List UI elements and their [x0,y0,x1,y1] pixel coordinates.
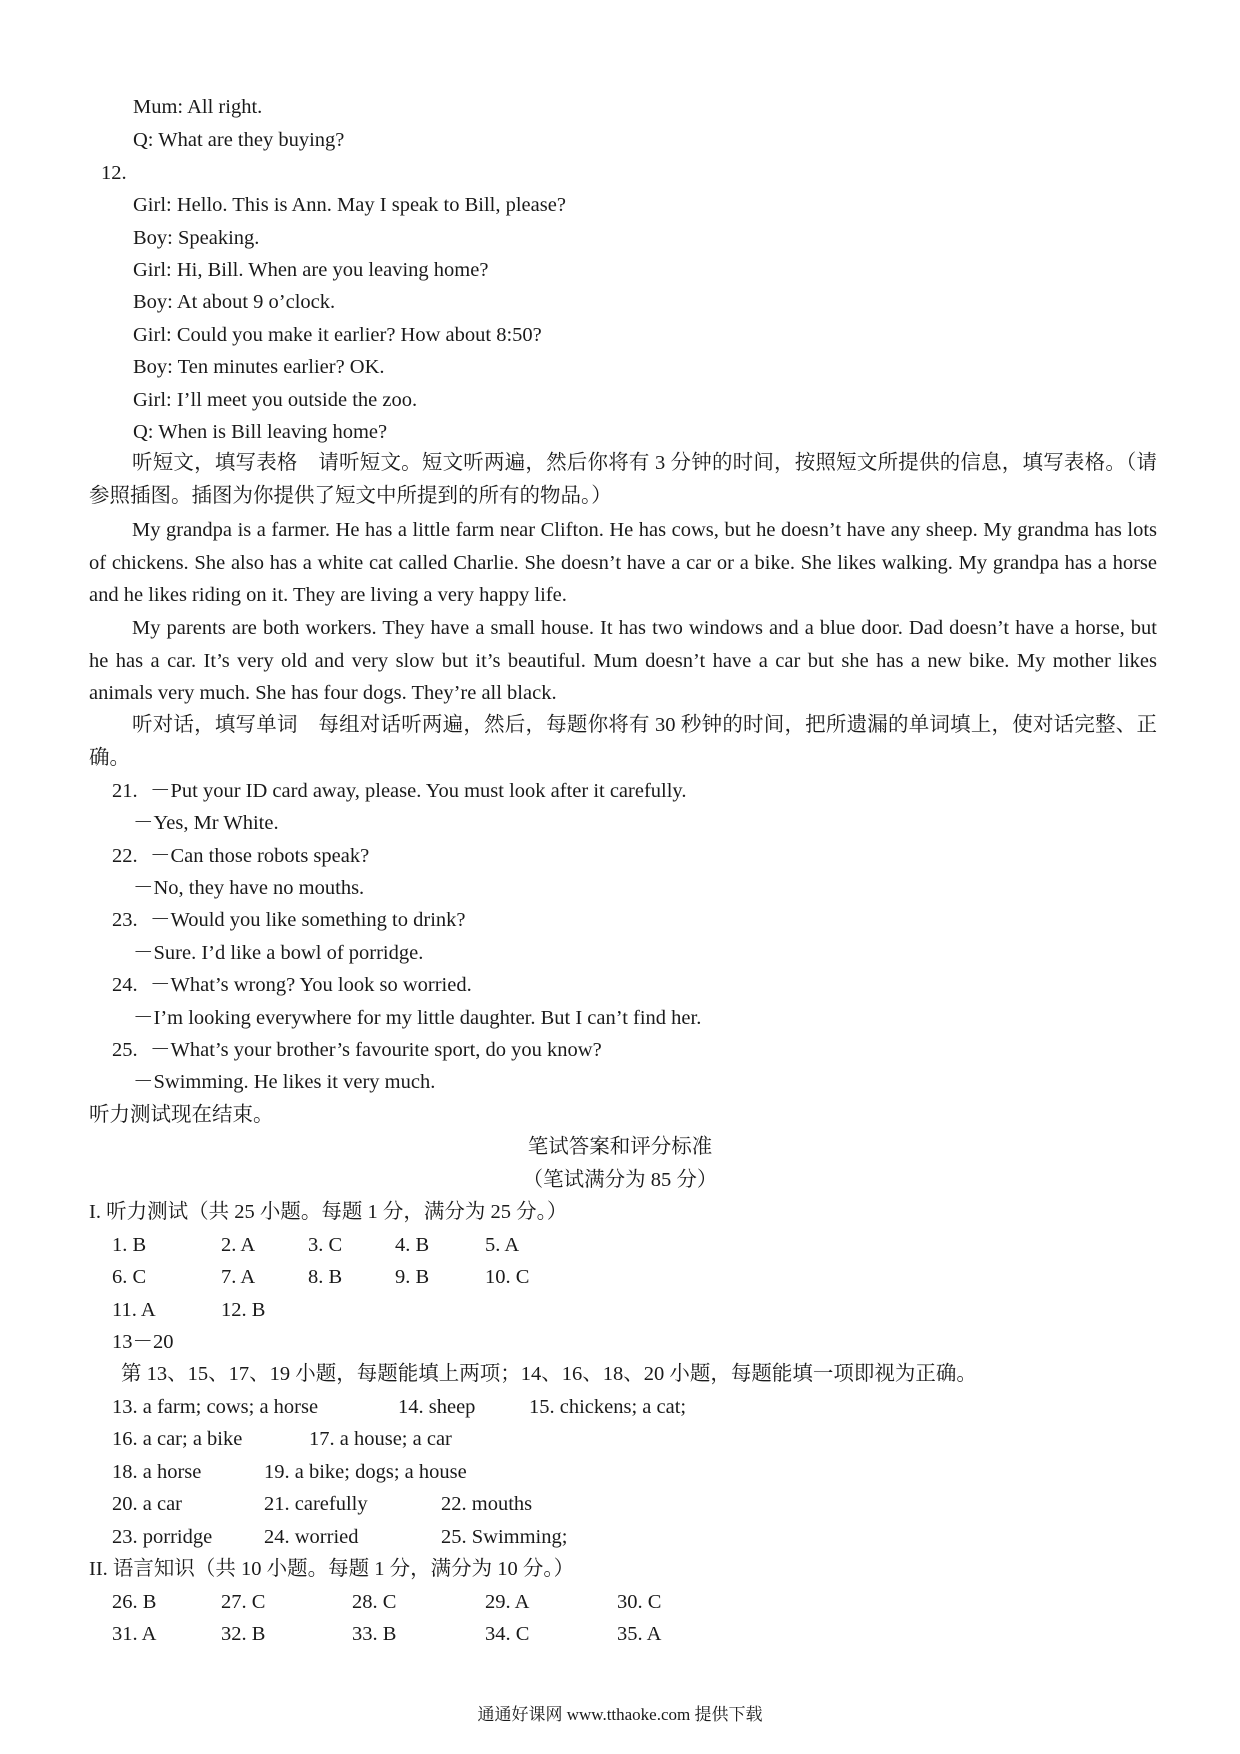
answer-item: 13. a farm; cows; a horse [112,1396,319,1418]
answer-item: 7. A [221,1266,256,1288]
answers-subtitle: （笔试满分为 85 分） [522,1169,718,1191]
item-number: 24. [112,974,138,996]
dialogue-line: －What’s wrong? You look so worried. [150,974,472,996]
range-label: 13－20 [112,1331,174,1353]
answer-item: 5. A [485,1234,520,1256]
dialogue-question: Q: What are they buying? [133,129,345,151]
answer-item: 30. C [617,1591,662,1613]
dialogue-line: －I’m looking everywhere for my little daughter. But I can’t find her. [133,1007,702,1029]
dialogue-line: Mum: All right. [133,96,263,118]
answer-item: 26. B [112,1591,157,1613]
answer-item: 6. C [112,1266,147,1288]
answers-title: 笔试答案和评分标准 [527,1136,713,1158]
item-number: 23. [112,909,138,931]
dialogue-line: Girl: I’ll meet you outside the zoo. [133,389,418,411]
answer-item: 31. A [112,1623,157,1645]
passage-paragraph: My grandpa is a farmer. He has a little farm near Clifton. He has cows, but he doesn’t have any sheep. My grandma has lots of chickens. She also has a white cat called Charlie. She doesn’t have a car or a bike. She likes walking. My grandpa has a horse and he likes riding on it. They are living a very happy life. [89,519,1157,607]
answer-item: 22. mouths [441,1493,533,1515]
answer-item: 33. B [352,1623,397,1645]
answer-item: 25. Swimming; [441,1526,568,1548]
answer-item: 9. B [395,1266,430,1288]
end-text: 听力测试现在结束。 [89,1104,274,1126]
answer-item: 3. C [308,1234,343,1256]
dialogue-line: －Can those robots speak? [150,845,370,867]
answer-item: 19. a bike; dogs; a house [264,1461,467,1483]
answer-item: 21. carefully [264,1493,368,1515]
answer-item: 28. C [352,1591,397,1613]
passage-paragraph: My parents are both workers. They have a small house. It has two windows and a blue door. Dad doesn’t have a horse, but he has a car. It’s very old and very slow but it’s beautiful. Mum doesn’t have a car but she has a new bike. My mother likes animals very much. She has four dogs. They’re all black. [89,617,1157,705]
answer-item: 34. C [485,1623,530,1645]
answer-item: 14. sheep [398,1396,476,1418]
answer-item: 10. C [485,1266,530,1288]
page-footer: 通通好课网 www.tthaoke.com 提供下载 [477,1705,763,1724]
answer-item: 4. B [395,1234,430,1256]
answer-item: 2. A [221,1234,256,1256]
answer-item: 16. a car; a bike [112,1428,243,1450]
answer-item: 11. A [112,1299,156,1321]
dialogue-line: －What’s your brother’s favourite sport, do you know? [150,1039,602,1061]
item-number: 12. [101,162,127,184]
section-heading: II. 语言知识（共 10 小题。每题 1 分，满分为 10 分。） [89,1558,575,1580]
dialogue-line: Boy: Ten minutes earlier? OK. [133,356,385,378]
answer-item: 27. C [221,1591,266,1613]
dialogue-line: Girl: Hello. This is Ann. May I speak to Bill, please? [133,194,566,216]
dialogue-line: －Yes, Mr White. [133,812,279,834]
answer-item: 17. a house; a car [309,1428,452,1450]
answer-item: 32. B [221,1623,266,1645]
answer-item: 8. B [308,1266,343,1288]
dialogue-line: Girl: Could you make it earlier? How about 8:50? [133,324,542,346]
passage-instruction: 听短文，填写表格 请听短文。短文听两遍，然后你将有 3 分钟的时间，按照短文所提供的信息，填写表格。（请参照插图。插图为你提供了短文中所提到的所有的物品。） [89,452,1157,507]
item-number: 22. [112,845,138,867]
answer-item: 15. chickens; a cat; [529,1396,687,1418]
answer-item: 1. B [112,1234,147,1256]
dialogue-line: －Would you like something to drink? [150,909,466,931]
answer-item: 18. a horse [112,1461,202,1483]
dialogue-line: －Sure. I’d like a bowl of porridge. [133,942,424,964]
dialogue-line: Boy: At about 9 o’clock. [133,291,336,313]
answer-item: 35. A [617,1623,662,1645]
scoring-note: 第 13、15、17、19 小题，每题能填上两项；14、16、18、20 小题，每题能填一项即视为正确。 [121,1363,977,1385]
dialogue-line: －Swimming. He likes it very much. [133,1071,436,1093]
item-number: 25. [112,1039,138,1061]
answer-item: 24. worried [264,1526,359,1548]
dialogue-line: Girl: Hi, Bill. When are you leaving home? [133,259,489,281]
dialogue-line: －No, they have no mouths. [133,877,365,899]
dialogue-question: Q: When is Bill leaving home? [133,421,388,443]
dialogue-line: Boy: Speaking. [133,227,260,249]
dialogue-line: －Put your ID card away, please. You must look after it carefully. [150,780,687,802]
dialogue-instruction: 听对话，填写单词 每组对话听两遍，然后，每题你将有 30 秒钟的时间，把所遗漏的单词填上，使对话完整、正确。 [89,714,1157,769]
section-heading: I. 听力测试（共 25 小题。每题 1 分，满分为 25 分。） [89,1201,568,1223]
answer-item: 20. a car [112,1493,182,1515]
answer-item: 12. B [221,1299,266,1321]
answer-item: 29. A [485,1591,530,1613]
answer-item: 23. porridge [112,1526,213,1548]
item-number: 21. [112,780,138,802]
